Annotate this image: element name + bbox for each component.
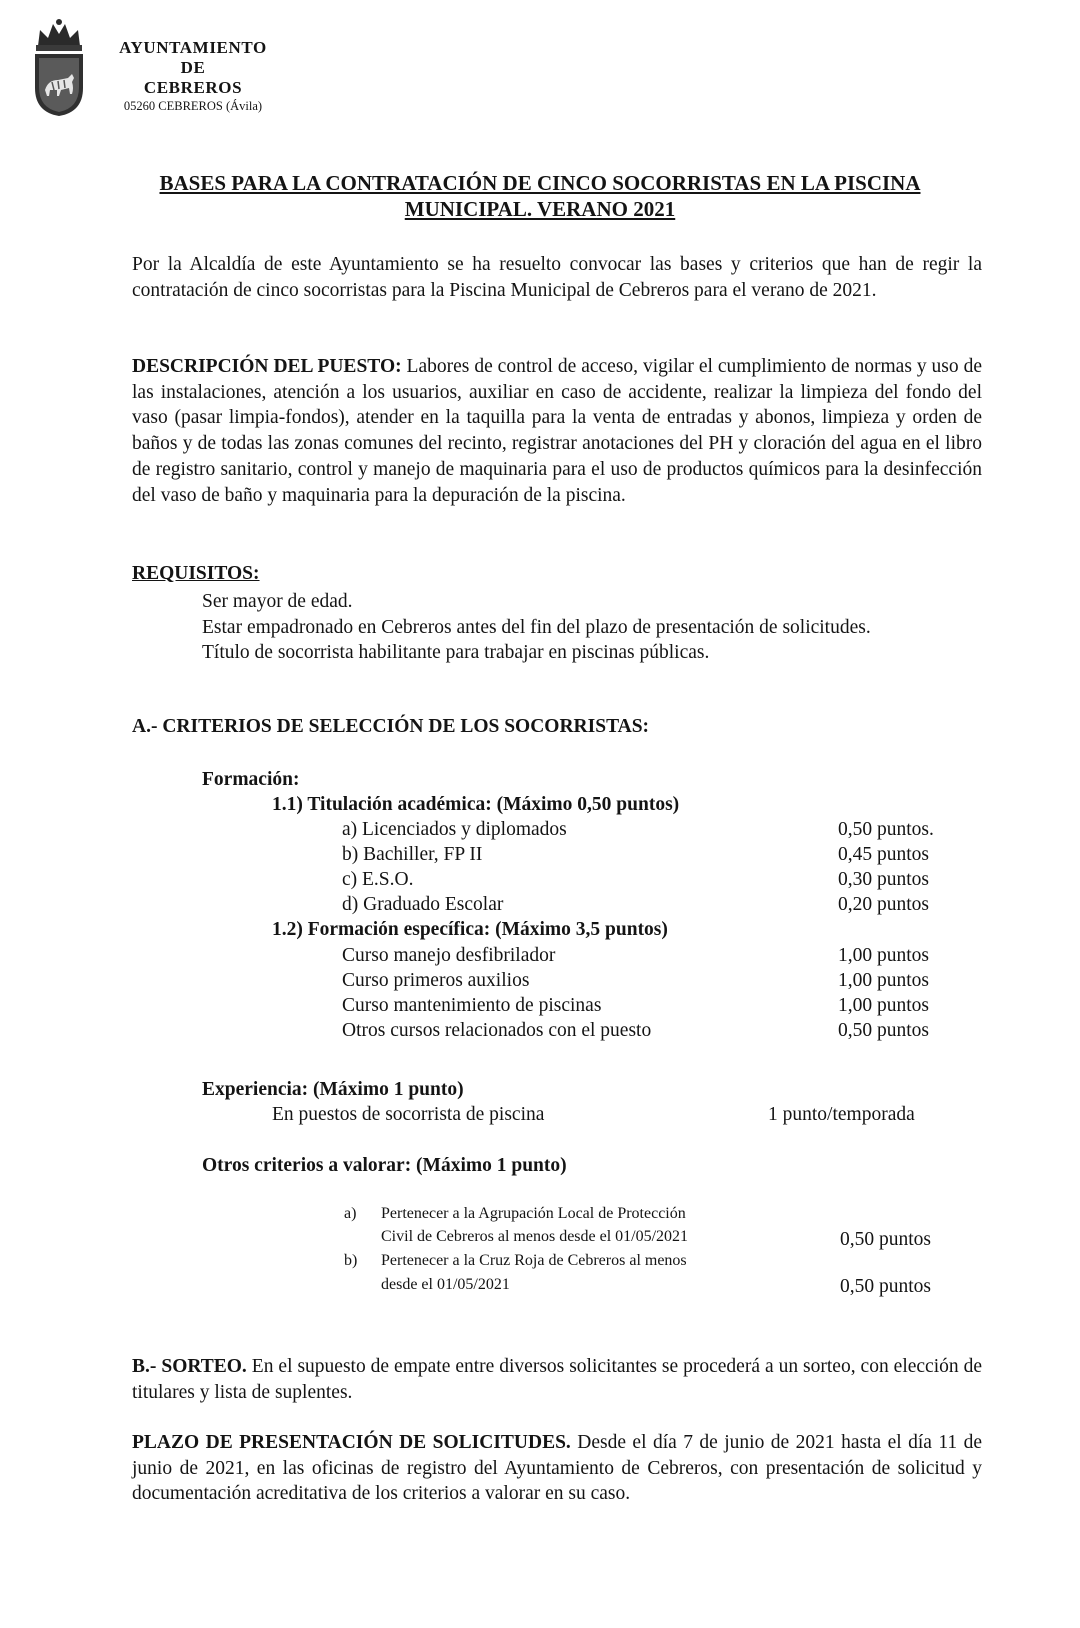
criterion-label: Curso primeros auxilios — [342, 970, 530, 991]
experiencia-label: En puestos de socorrista de piscina — [272, 1104, 545, 1125]
criterion-label: d) Graduado Escolar — [342, 894, 504, 915]
otros-item-marker: a) — [344, 1205, 357, 1222]
experiencia-heading: Experiencia: (Máximo 1 punto) — [202, 1079, 464, 1100]
formacion-heading: Formación: — [202, 769, 300, 790]
otros-criterios-heading: Otros criterios a valorar: (Máximo 1 punto) — [202, 1155, 567, 1176]
plazo-label: PLAZO DE PRESENTACIÓN DE SOLICITUDES. — [132, 1432, 571, 1453]
coat-of-arms-logo — [28, 16, 90, 118]
otros-item-line2: desde el 01/05/2021 — [381, 1276, 510, 1293]
requirements-heading: REQUISITOS: — [132, 563, 260, 584]
job-description-paragraph — [132, 354, 982, 508]
experiencia-points: 1 punto/temporada — [768, 1104, 915, 1125]
criterion-points: 0,30 puntos — [838, 869, 930, 890]
org-line-2: DE — [180, 58, 206, 77]
criterion-points: 0,45 puntos — [838, 844, 930, 865]
org-line-3: CEBREROS — [143, 78, 243, 97]
job-description-label: DESCRIPCIÓN DEL PUESTO: — [132, 356, 402, 377]
document-title — [140, 170, 940, 222]
sorteo-label: B.- SORTEO. — [132, 1356, 247, 1377]
criterion-points: 0,20 puntos — [838, 894, 930, 915]
otros-item-points: 0,50 puntos — [840, 1229, 932, 1250]
selection-criteria-heading: A.- CRITERIOS DE SELECCIÓN DE LOS SOCORRISTAS: — [132, 716, 650, 737]
requirements-list — [202, 589, 982, 666]
requirement-item: Título de socorrista habilitante para trabajar en piscinas públicas. — [202, 642, 710, 664]
title-line-1: BASES PARA LA CONTRATACIÓN DE CINCO SOCORRISTAS EN LA PISCINA — [159, 171, 921, 195]
otros-item-line1: Pertenecer a la Agrupación Local de Protección — [381, 1205, 686, 1222]
intro-paragraph: Por la Alcaldía de este Ayuntamiento se ha resuelto convocar las bases y criterios que han de regir la contratación de cinco socorristas para la Piscina Municipal de Cebreros para el verano de 2021. — [132, 254, 982, 301]
title-line-2: MUNICIPAL. VERANO 2021 — [404, 197, 676, 221]
criterion-label: c) E.S.O. — [342, 869, 414, 890]
sorteo-text: En el supuesto de empate entre diversos solicitantes se procederá a un sorteo, con elección de titulares y lista de suplentes. — [132, 1356, 982, 1403]
job-description-text: Labores de control de acceso, vigilar el cumplimiento de normas y uso de las instalaciones, atención a los usuarios, auxiliar en caso de accidente, realizar la limpieza del fondo del vaso (pasar limpia-fondos), atender en la taquilla para la venta de entradas y abonos, limpieza y orden de baños y de todas las zonas comunes del recinto, registrar anotaciones del PH y cloración del agua en el libro de registro sanitario, control y manejo de maquinaria para el uso de productos químicos para la desinfección del vaso de baño y maquinaria para la depuración de la piscina. — [132, 356, 982, 506]
organization-name — [98, 38, 288, 114]
otros-item-line2: Civil de Cebreros al menos desde el 01/05/2021 — [381, 1228, 689, 1245]
criterion-points: 0,50 puntos — [838, 1020, 930, 1041]
especifica-heading: 1.2) Formación específica: (Máximo 3,5 puntos) — [272, 919, 668, 940]
criterion-points: 1,00 puntos — [838, 970, 930, 991]
org-address: 05260 CEBREROS (Ávila) — [123, 99, 263, 113]
requirement-item: Estar empadronado en Cebreros antes del fin del plazo de presentación de solicitudes. — [202, 616, 871, 638]
criterion-label: Otros cursos relacionados con el puesto — [342, 1020, 652, 1041]
titulacion-heading: 1.1) Titulación académica: (Máximo 0,50 puntos) — [272, 794, 680, 815]
plazo-paragraph — [132, 1430, 982, 1507]
plazo-text: Desde el día 7 de junio de 2021 hasta el día 11 de junio de 2021, en las oficinas de registro del Ayuntamiento de Cebreros, con presentación de solicitud y documentación acreditativa de los criterios a valorar en su caso. — [132, 1432, 982, 1505]
org-line-1: AYUNTAMIENTO — [119, 38, 267, 57]
criterion-label: Curso mantenimiento de piscinas — [342, 995, 602, 1016]
criterion-points: 0,50 puntos. — [838, 819, 934, 840]
otros-item-points: 0,50 puntos — [840, 1276, 932, 1297]
criterion-label: Curso manejo desfibrilador — [342, 945, 556, 966]
otros-item-line1: Pertenecer a la Cruz Roja de Cebreros al menos — [381, 1252, 687, 1269]
criterion-label: a) Licenciados y diplomados — [342, 819, 567, 840]
otros-item-marker: b) — [344, 1252, 358, 1269]
criterion-points: 1,00 puntos — [838, 995, 930, 1016]
requirement-item: Ser mayor de edad. — [202, 591, 353, 612]
criterion-label: b) Bachiller, FP II — [342, 844, 483, 865]
sorteo-paragraph — [132, 1354, 982, 1405]
criterion-points: 1,00 puntos — [838, 945, 930, 966]
